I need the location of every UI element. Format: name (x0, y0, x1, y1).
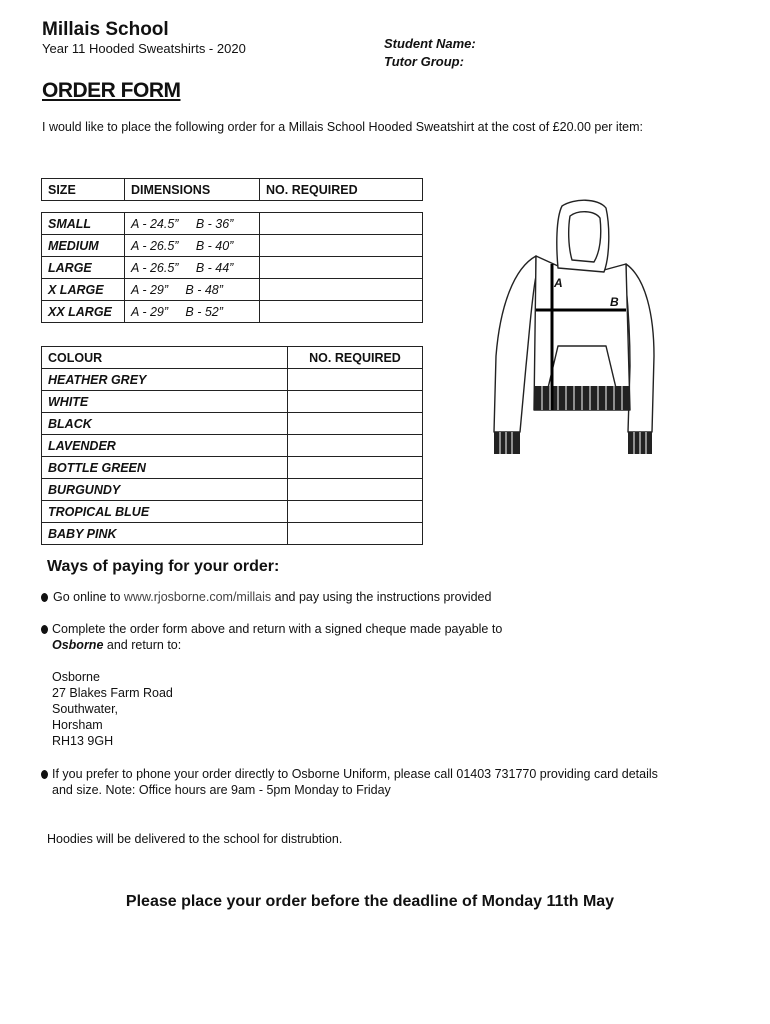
bullet-icon (41, 625, 48, 634)
size-table-header (41, 178, 423, 201)
table-row (42, 235, 423, 257)
table-row (42, 347, 423, 369)
school-name: Millais School (42, 19, 169, 40)
size-quantity-input[interactable] (260, 301, 423, 323)
table-row (42, 413, 423, 435)
deadline-notice: Please place your order before the deadline of Monday 11th May (125, 893, 615, 910)
colour-header-cell: COLOUR (42, 347, 288, 369)
size-cell: XX LARGE (42, 301, 125, 323)
size-cell: MEDIUM (42, 235, 125, 257)
table-row (42, 213, 423, 235)
dimensions-cell: A - 26.5” B - 44” (125, 257, 260, 279)
colour-quantity-input[interactable] (288, 391, 423, 413)
left-sleeve-shape (494, 256, 536, 432)
delivery-note: Hoodies will be delivered to the school for distrubtion. (47, 832, 343, 846)
student-details (384, 35, 476, 71)
colour-quantity-input[interactable] (288, 413, 423, 435)
postal-address (52, 669, 173, 749)
phone-line: If you prefer to phone your order directly to Osborne Uniform, please call 01403 731770 providing card details (52, 767, 658, 781)
cheque-payee: Osborne (52, 638, 104, 652)
measure-b-label: B (610, 295, 619, 309)
address-line: 27 Blakes Farm Road (52, 686, 173, 700)
colour-cell: TROPICAL BLUE (42, 501, 288, 523)
colour-cell: BABY PINK (42, 523, 288, 545)
order-intro-text: I would like to place the following order for a Millais School Hooded Sweatshirt at the cost of £20.00 per item: (42, 120, 644, 134)
dimensions-cell: A - 29” B - 48” (125, 279, 260, 301)
colour-quantity-input[interactable] (288, 501, 423, 523)
address-line: Osborne (52, 670, 100, 684)
table-row (42, 501, 423, 523)
colour-cell: BLACK (42, 413, 288, 435)
pocket-shape (548, 346, 616, 388)
bullet-icon (41, 593, 48, 602)
size-cell: LARGE (42, 257, 125, 279)
online-post-text: and pay using the instructions provided (271, 590, 492, 604)
colour-quantity-input[interactable] (288, 369, 423, 391)
colour-cell: HEATHER GREY (42, 369, 288, 391)
form-subtitle: Year 11 Hooded Sweatshirts - 2020 (42, 41, 246, 56)
size-cell: X LARGE (42, 279, 125, 301)
measure-a-label: A (554, 276, 563, 290)
size-quantity-input[interactable] (260, 235, 423, 257)
size-quantity-input[interactable] (260, 257, 423, 279)
colour-quantity-input[interactable] (288, 435, 423, 457)
colour-quantity-input[interactable] (288, 479, 423, 501)
address-line: Horsham (52, 718, 103, 732)
colour-cell: LAVENDER (42, 435, 288, 457)
colour-cell: WHITE (42, 391, 288, 413)
phone-payment-text (52, 766, 658, 798)
table-row (42, 301, 423, 323)
address-line: Southwater, (52, 702, 119, 716)
bullet-icon (41, 770, 48, 779)
size-quantity-input[interactable] (260, 213, 423, 235)
online-payment-text (53, 589, 491, 605)
table-row (42, 257, 423, 279)
online-pre-text: Go online to (53, 590, 124, 604)
colour-quantity-input[interactable] (288, 523, 423, 545)
size-cell: SMALL (42, 213, 125, 235)
colour-table (41, 346, 423, 545)
table-row (42, 523, 423, 545)
table-row (42, 479, 423, 501)
cheque-line (52, 637, 502, 653)
cheque-return-text: and return to: (103, 638, 182, 652)
colour-cell: BOTTLE GREEN (42, 457, 288, 479)
size-no-required-header-cell: NO. REQUIRED (260, 179, 423, 201)
colour-no-required-header-cell: NO. REQUIRED (288, 347, 423, 369)
student-name-label: Student Name: (384, 36, 476, 51)
colour-quantity-input[interactable] (288, 457, 423, 479)
size-table (41, 212, 423, 323)
address-line: RH13 9GH (52, 734, 114, 748)
order-form-title: ORDER FORM (42, 79, 181, 102)
table-row (42, 457, 423, 479)
dimensions-cell: A - 24.5” B - 36” (125, 213, 260, 235)
dimensions-header-cell: DIMENSIONS (125, 179, 260, 201)
colour-cell: BURGUNDY (42, 479, 288, 501)
online-order-link[interactable]: www.rjosborne.com/millais (123, 590, 272, 604)
dimensions-cell: A - 26.5” B - 40” (125, 235, 260, 257)
hood-opening-shape (569, 212, 601, 262)
phone-line: and size. Note: Office hours are 9am - 5pm Monday to Friday (52, 783, 391, 797)
left-cuff-rib (494, 432, 520, 454)
tutor-group-label: Tutor Group: (384, 54, 464, 69)
table-row (42, 391, 423, 413)
table-row (42, 279, 423, 301)
dimensions-cell: A - 29” B - 52” (125, 301, 260, 323)
cheque-payment-text (52, 621, 502, 653)
size-quantity-input[interactable] (260, 279, 423, 301)
table-row (42, 435, 423, 457)
payment-title: Ways of paying for your order: (47, 558, 280, 575)
table-row (42, 369, 423, 391)
hoodie-diagram (486, 196, 686, 461)
cheque-line: Complete the order form above and return with a signed cheque made payable to (52, 622, 503, 636)
size-header-cell: SIZE (42, 179, 125, 201)
